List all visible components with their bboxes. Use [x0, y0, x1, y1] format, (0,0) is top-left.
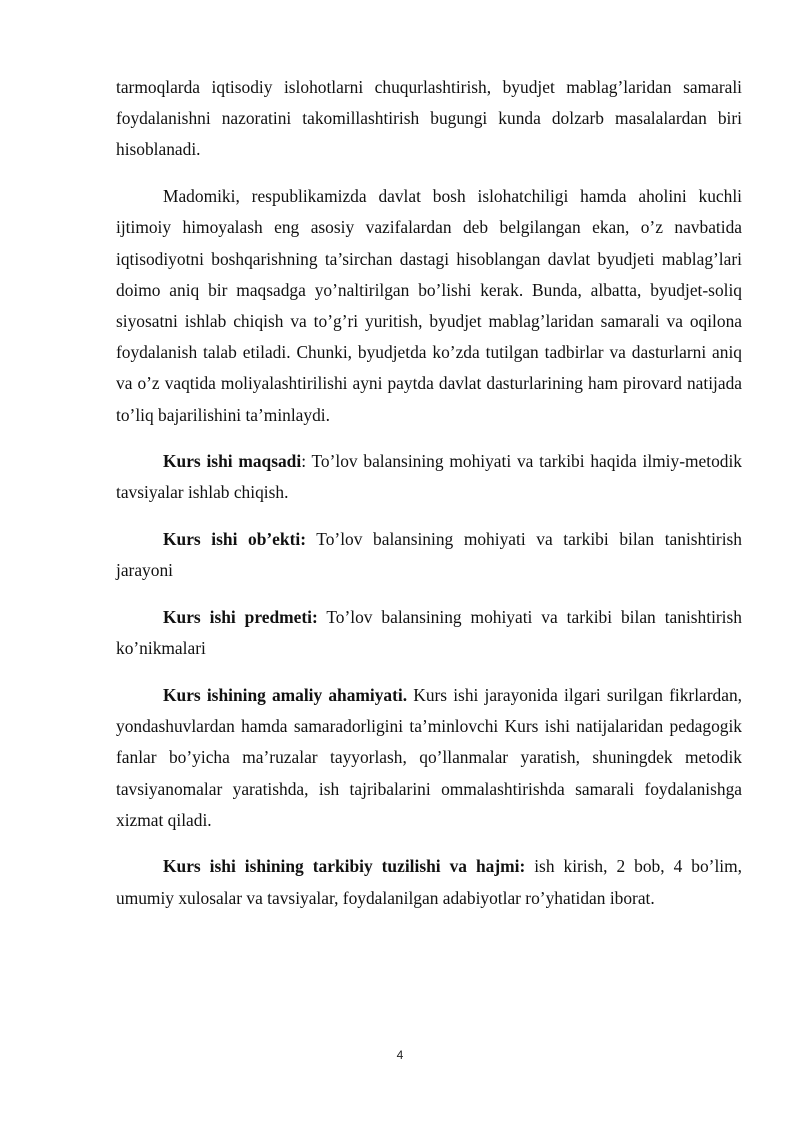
- paragraph-practical-importance: [116, 680, 742, 836]
- paragraph-object: [116, 524, 742, 586]
- paragraph-goal: [116, 446, 742, 508]
- paragraph-text: To’lov balansining mohiyati va tarkibi bilan tanishtirish ko’nikmalari: [116, 607, 742, 659]
- paragraph-heading: Kurs ishi predmeti:: [163, 607, 318, 628]
- document-body: [116, 72, 742, 929]
- paragraph-text: To’lov balansining mohiyati va tarkibi bilan tanishtirish jarayoni: [116, 529, 742, 581]
- paragraph-text: Kurs ishi jarayonida ilgari surilgan fikrlardan, yondashuvlardan hamda samaradorligini ta’minlovchi Kurs ishi natijalaridan pedagogik fanlar bo’yicha ma’ruzalar tayyorlash, qo’llanmalar yaratish, shuningdek metodik tavsiyanomalar yaratishda, ish tajribalarini ommalashtirishda samarali foydalanishga xizmat qiladi.: [116, 684, 742, 830]
- paragraph-heading: Kurs ishining amaliy ahamiyati.: [163, 684, 408, 705]
- paragraph-text: Madomiki, respublikamizda davlat bosh islohatchiligi hamda aholini kuchli ijtimoiy himoyalash eng asosiy vazifalardan deb belgilangan ekan, o’z navbatida iqtisodiyotni boshqarishning ta’sirchan dastagi hisoblangan davlat byudjeti mablag’lari doimo aniq bir maqsadga yo’naltirilgan bo’lishi kerak. Bunda, albatta, byudjet-soliq siyosatni ishlab chiqish va to’g’ri yuritish, byudjet mablag’laridan samarali va oqilona foydalanish talab etiladi. Chunki, byudjetda ko’zda tutilgan tadbirlar va dasturlarni aniq va o’z vaqtida moliyalashtirilishi ayni paytda davlat dasturlarining ham pirovard natijada to’liq bajarilishini ta’minlaydi.: [116, 186, 742, 425]
- paragraph-continuation: [116, 72, 742, 166]
- paragraph-subject: [116, 602, 742, 664]
- paragraph-text: tarmoqlarda iqtisodiy islohotlarni chuqurlashtirish, byudjet mablag’laridan samarali foydalanishni nazoratini takomillashtirish bugungi kunda dolzarb masalalardan biri hisoblanadi.: [116, 77, 742, 160]
- paragraph-heading: Kurs ishi ob’ekti:: [163, 529, 306, 550]
- page-number: 4: [396, 1048, 404, 1062]
- paragraph-text: : To’lov balansining mohiyati va tarkibi haqida ilmiy-metodik tavsiyalar ishlab chiqish.: [116, 451, 742, 503]
- paragraph-text: ish kirish, 2 bob, 4 bo’lim, umumiy xulosalar va tavsiyalar, foydalanilgan adabiyotlar ro’yhatidan iborat.: [116, 856, 742, 908]
- paragraph-structure: [116, 851, 742, 913]
- paragraph-budget: [116, 181, 742, 431]
- paragraph-heading: Kurs ishi ishining tarkibiy tuzilishi va hajmi:: [163, 856, 526, 877]
- paragraph-heading: Kurs ishi maqsadi: [163, 451, 302, 472]
